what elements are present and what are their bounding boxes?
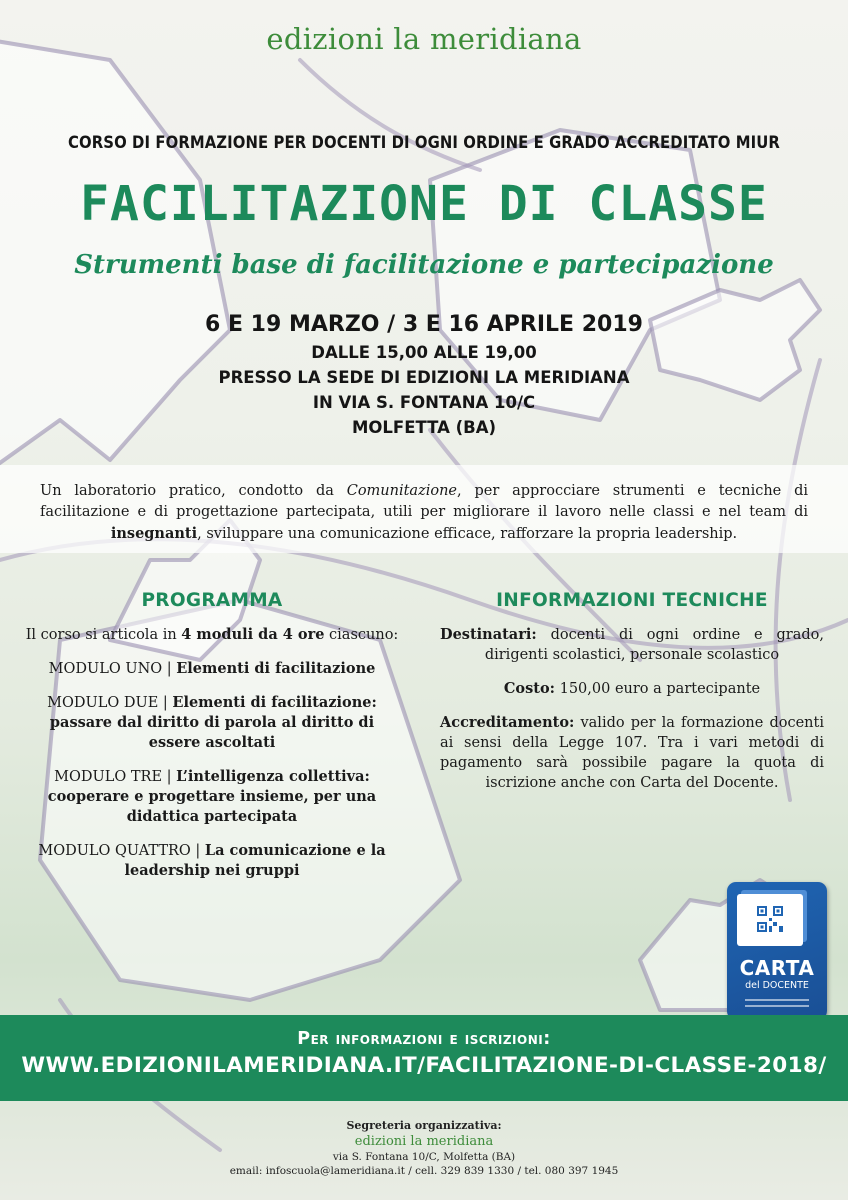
page-title: FACILITAZIONE DI CLASSE	[80, 176, 768, 232]
cost-label: Costo:	[503, 680, 555, 697]
intro-text-3: , sviluppare una comunicazione efficace, rafforzare la propria leadership.	[197, 526, 738, 542]
carta-del-docente-logo	[727, 882, 827, 1020]
event-details	[0, 310, 848, 440]
tech-info-title: INFORMAZIONI TECNICHE	[496, 590, 768, 611]
intro-org-name: Comunitazione	[346, 483, 458, 499]
program-intro	[22, 625, 402, 645]
qr-code-icon	[757, 906, 783, 932]
module-4-label: MODULO QUATTRO |	[38, 843, 205, 859]
intro-band	[0, 465, 848, 553]
module-3	[22, 767, 402, 827]
event-time: DALLE 15,00 ALLE 19,00	[311, 343, 537, 362]
signup-url-link[interactable]: WWW.EDIZIONILAMERIDIANA.IT/FACILITAZIONE-DI-CLASSE-2018/	[21, 1053, 827, 1078]
drawn-line-4	[300, 60, 480, 170]
event-venue: PRESSO LA SEDE DI EDIZIONI LA MERIDIANA	[218, 368, 630, 387]
program-title: PROGRAMMA	[141, 590, 283, 611]
intro-text-2: , per approcciare strumenti e tecniche di facilitazione e di progettazione partecipata, utili per migliorare il lavoro nelle classi e nel team di	[40, 483, 809, 520]
accreditation-info	[440, 713, 824, 793]
recipients-text: docenti di ogni ordine e grado, dirigenti scolastici, personale scolastico	[484, 627, 824, 663]
module-4	[22, 841, 402, 881]
module-3-label: MODULO TRE |	[54, 769, 177, 785]
carta-fine-print	[745, 999, 809, 1011]
module-1-text: Elementi di facilitazione	[176, 660, 376, 677]
program-column	[22, 590, 402, 881]
module-1	[22, 659, 402, 679]
publisher-logo-text: edizioni la meridiana	[266, 22, 582, 56]
program-intro-b: 4 moduli da 4 ore	[181, 626, 325, 643]
footer-publisher: edizioni la meridiana	[354, 1133, 494, 1149]
cost-text: 150,00 euro a partecipante	[555, 681, 761, 697]
intro-text-1: Un laboratorio pratico, condotto da	[40, 483, 347, 499]
course-kicker: CORSO DI FORMAZIONE PER DOCENTI DI OGNI ORDINE E GRADO ACCREDITATO MIUR	[68, 133, 780, 152]
cost-info	[440, 679, 824, 699]
intro-bold-word: insegnanti	[110, 525, 198, 542]
module-1-label: MODULO UNO |	[48, 661, 177, 677]
footer-address: via S. Fontana 10/C, Molfetta (BA)	[332, 1150, 516, 1163]
signup-label: Per informazioni e iscrizioni:	[297, 1029, 551, 1049]
footer-contacts: email: infoscuola@lameridiana.it / cell. 329 839 1330 / tel. 080 397 1945	[229, 1165, 619, 1177]
module-2	[22, 693, 402, 753]
carta-title: CARTA	[739, 956, 815, 980]
accreditation-text: valido per la formazione docenti ai sensi della Legge 107. Tra i vari metodi di pagamento sarà possibile pagare la quota di iscrizione anche con Carta del Docente.	[440, 715, 824, 791]
program-intro-a: Il corso si articola in	[25, 627, 182, 643]
page-subtitle: Strumenti base di facilitazione e partecipazione	[74, 250, 774, 280]
module-2-label: MODULO DUE |	[47, 695, 173, 711]
event-city: MOLFETTA (BA)	[351, 418, 497, 437]
intro-paragraph	[40, 481, 808, 545]
signup-band	[0, 1015, 848, 1101]
program-intro-c: ciascuno:	[324, 627, 399, 643]
recipients-label: Destinatari:	[440, 626, 537, 643]
tech-info-column	[440, 590, 824, 793]
carta-card-face	[737, 894, 803, 946]
event-dates: 6 E 19 MARZO / 3 E 16 APRILE 2019	[205, 312, 643, 337]
footer	[0, 1119, 848, 1179]
accreditation-label: Accreditamento:	[440, 714, 575, 731]
module-4-text: La comunicazione e la leadership nei gruppi	[124, 842, 386, 879]
recipients-info	[440, 625, 824, 665]
module-2-text: Elementi di facilitazione: passare dal diritto di parola al diritto di essere ascoltati	[49, 694, 377, 751]
carta-subtitle: del DOCENTE	[745, 980, 809, 991]
event-address: IN VIA S. FONTANA 10/C	[312, 393, 536, 412]
module-3-text: L’intelligenza collettiva: cooperare e progettare insieme, per una didattica partecipata	[47, 768, 377, 825]
footer-title: Segreteria organizzativa:	[346, 1119, 502, 1132]
